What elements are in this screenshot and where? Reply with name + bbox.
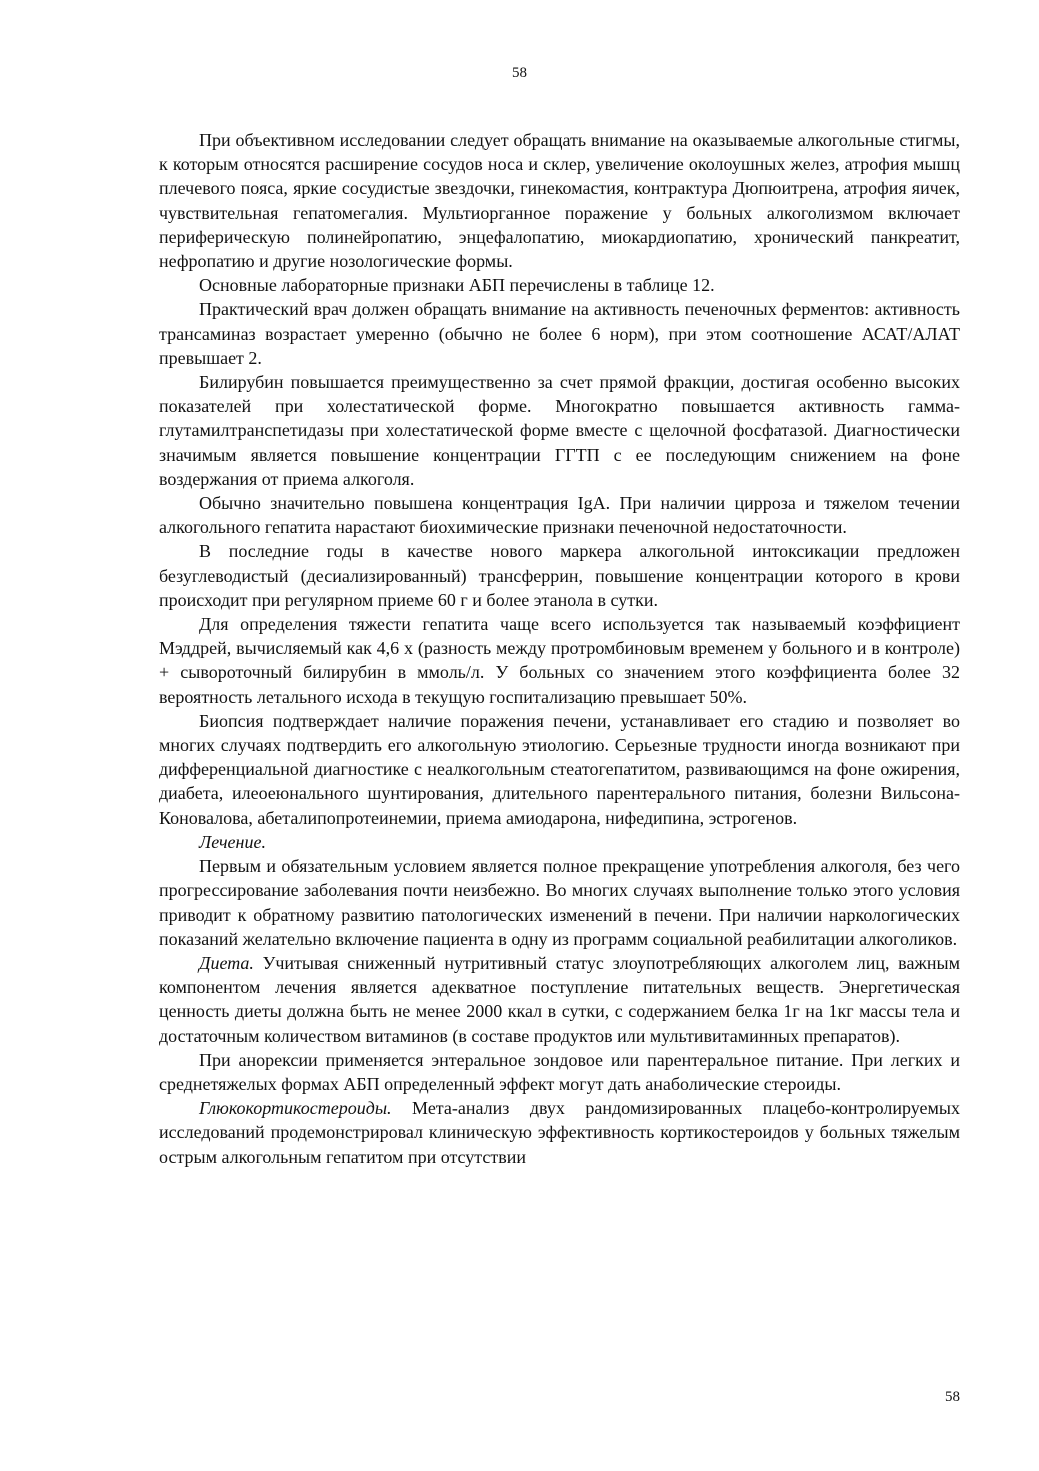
paragraph-glucocorticoids [159, 1096, 960, 1169]
paragraph: При анорексии применяется энтеральное зондовое или парентеральное питание. При легких и среднетяжелых формах АБП определенный эффект могут дать анаболические стероиды. [159, 1049, 960, 1094]
paragraph: Билирубин повышается преимущественно за счет прямой фракции, достигая особенно высоких показателей при холестатической форме. Многократно повышается активность гамма-глутамилтранспетидазы при холестатической форме вместе с щелочной фосфатазой. Диагностически значимым является повышение концентрации ГГТП с ее последующим снижением на фоне воздержания от приема алкоголя. [159, 372, 960, 489]
diet-text: Учитывая сниженный нутритивный статус злоупотребляющих алкоголем лиц, важным компонентом лечения является адекватное поступление питательных веществ. Энергетическая ценность диеты должна быть не менее 2000 ккал в сутки, с содержанием белка 1г на 1кг массы тела и достаточным количеством витаминов (в составе продуктов или мультивитаминных препаратов). [159, 952, 960, 1046]
paragraph: Практический врач должен обращать внимание на активность печеночных ферментов: активность трансаминаз возрастает умеренно (обычно не более 6 норм), при этом соотношение АСАТ/АЛАТ превышает 2. [159, 299, 960, 368]
page-number-bottom: 58 [945, 1389, 960, 1405]
page-number-top: 58 [512, 65, 527, 81]
paragraph: Для определения тяжести гепатита чаще всего используется так называемый коэффициент Мэддрей, вычисляемый как 4,6 х (разность между протромбиновым временем у больного и в контроле) + сывороточный билирубин в ммоль/л. У больных со значением этого коэффициента более 32 вероятность летального исхода в текущую госпитализацию превышает 50%. [159, 614, 960, 707]
paragraph: Биопсия подтверждает наличие поражения печени, устанавливает его стадию и позволяет во многих случаях подтвердить его алкогольную этиологию. Серьезные трудности иногда возникают при дифференциальной диагностике с неалкогольным стеатогепатитом, развивающимся на фоне ожирения, диабета, илеоеюнального шунтирования, длительного парентерального питания, болезни Вильсона-Коновалова, абеталипопротеинемии, приема амиодарона, нифедипина, эстрогенов. [159, 710, 960, 828]
paragraph-diet [159, 951, 960, 1048]
paragraph: Обычно значительно повышена концентрация IgA. При наличии цирроза и тяжелом течении алкогольного гепатита нарастают биохимические признаки печеночной недостаточности. [159, 493, 960, 538]
paragraph: Основные лабораторные признаки АБП перечислены в таблице 12. [199, 275, 715, 296]
glucocorticoids-text: Мета-анализ двух рандомизированных плацебо-контролируемых исследований продемонстрировал клиническую эффективность кортикостероидов у больных тяжелым острым алкогольным гепатитом при отсутствии [159, 1098, 960, 1167]
section-heading-treatment [159, 830, 960, 854]
glucocorticoids-lead: Глюкокортикостероиды. [199, 1098, 392, 1119]
paragraph: В последние годы в качестве нового маркера алкогольной интоксикации предложен безуглеводистый (десиализированный) трансферрин, повышение концентрации которого в крови происходит при регулярном приеме 60 г и более этанола в сутки. [159, 541, 960, 610]
body-text [159, 128, 960, 1169]
paragraph: Первым и обязательным условием является полное прекращение употребления алкоголя, без чего прогрессирование заболевания почти неизбежно. Во многих случаях выполнение только этого условия приводит к обратному развитию патологических изменений в печени. При наличии наркологических показаний желательно включение пациента в одну из программ социальной реабилитации алкоголиков. [159, 856, 960, 949]
heading-text: Лечение. [199, 831, 266, 852]
paragraph: При объективном исследовании следует обращать внимание на оказываемые алкогольные стигмы, к которым относятся расширение сосудов носа и склер, увеличение околоушных желез, атрофия мышц плечевого пояса, яркие сосудистые звездочки, гинекомастия, контрактура Дюпюитрена, атрофия яичек, чувствительная гепатомегалия. Мультиорганное поражение у больных алкоголизмом включает периферическую полинейропатию, энцефалопатию, миокардиопатию, хронический панкреатит, нефропатию и другие нозологические формы. [159, 130, 960, 272]
diet-lead: Диета. [199, 952, 254, 973]
